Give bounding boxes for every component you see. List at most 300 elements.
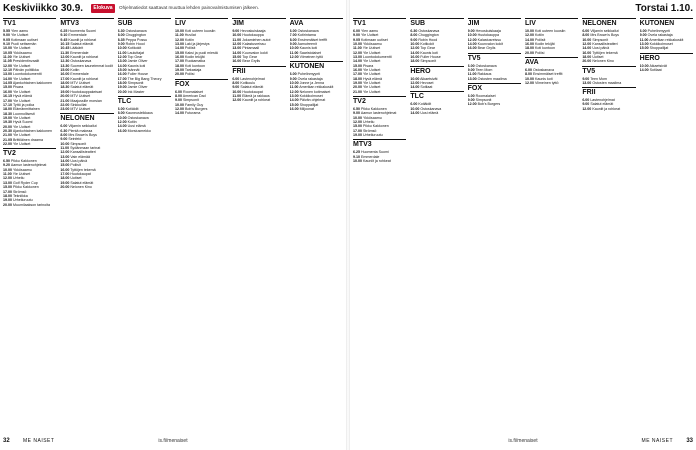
program-time: 14.00 [410, 111, 420, 116]
program-time: 6.00 [467, 93, 475, 98]
program-title: Teen Mom [475, 67, 493, 72]
program-time: 15.00 [3, 185, 12, 190]
program-title: Bob's Burgers [477, 102, 501, 107]
program-time: 17.00 [60, 172, 70, 177]
channel-name: SUB [118, 18, 171, 28]
program-time: 13.00 [232, 46, 242, 51]
program-title: Hevoskuiskaaja [240, 29, 266, 33]
channel-name: HERO [640, 53, 693, 63]
program-listing [232, 59, 285, 63]
program-title: Yle Uutiset [12, 76, 31, 81]
program-time: 17.00 [60, 76, 70, 81]
listing-column [60, 18, 113, 436]
program-title: Ajankohtainen kakkonen [12, 128, 52, 133]
program-title: Kauniit ja rohkeat [363, 158, 391, 163]
program-time: 6.30 [410, 29, 418, 33]
program-time: 22.00 [3, 141, 12, 146]
left-footer [3, 438, 343, 447]
channel-section [468, 83, 521, 107]
program-title: Ykkösaamu [12, 50, 32, 55]
program-time: 6.00 [467, 63, 475, 68]
listing-column [468, 18, 521, 436]
program-title: Fuller House [127, 72, 149, 77]
program-title: Pikku Kakkonen [11, 159, 37, 164]
program-time: 10.00 [60, 141, 70, 146]
program-title: Roomalaiset [182, 89, 203, 94]
program-time: 10.00 [289, 46, 299, 51]
right-footer [353, 438, 693, 447]
program-title: Kotiäidit [125, 106, 139, 111]
program-time: 16.00 [467, 46, 477, 51]
program-time: 8.00 [524, 72, 532, 77]
program-time: 19.00 [3, 115, 12, 120]
program-title: Ovela rakastaja [647, 33, 673, 38]
program-time: 9.00 [467, 29, 475, 33]
program-time: 6.00 [60, 124, 68, 129]
program-title: Maajussille morsian [70, 98, 102, 103]
program-title: Yle Uutiset [12, 124, 31, 129]
program-time: 17.00 [353, 72, 362, 77]
program-title: Saaristolaiset [299, 50, 322, 55]
channel-name: LIV [175, 18, 228, 28]
program-title: Ostoskanava [297, 29, 319, 33]
program-title: Kalastusreissu [477, 37, 502, 42]
program-title: Top Gear [420, 46, 436, 51]
program-title: Presidentinvaalit [12, 59, 40, 64]
program-time: 15.00 [60, 68, 70, 73]
program-time: 6.00 [174, 89, 182, 94]
program-title: Emmerdale [68, 33, 87, 38]
program-title: Kotirintama [297, 33, 316, 38]
channel-name: TV5 [582, 66, 635, 76]
channel-name: FRII [582, 87, 635, 97]
program-listing [410, 111, 463, 115]
program-title: Urheilu [13, 176, 25, 181]
channel-name: FOX [468, 83, 521, 93]
channel-section [525, 57, 578, 85]
listing-column [582, 18, 635, 436]
program-title: Kalastusreissu [242, 42, 266, 47]
program-time: 9.45 [60, 37, 68, 42]
program-title: Kotikokit [420, 42, 434, 47]
program-title: Ruokamatka [184, 59, 206, 64]
program-time: 9.10 [353, 154, 360, 159]
program-title: Kotiin [70, 68, 80, 73]
channel-name: TLC [118, 96, 171, 106]
program-time: 15.00 [639, 46, 649, 51]
channel-name: MTV3 [353, 139, 406, 149]
program-title: Hyvä elämä [13, 94, 32, 99]
program-title: Jamie Oliver [127, 59, 148, 64]
program-time: 10.00 [353, 115, 362, 120]
program-title: Golf Ryder Cup [13, 180, 38, 185]
program-title: Huutokauppakeisari [70, 89, 103, 94]
program-time: 12.00 [289, 55, 299, 60]
program-title: Ostoskanava [418, 29, 440, 33]
program-title: Nelonen kotimaiset [299, 89, 331, 94]
channel-name: FRII [232, 66, 285, 76]
program-title: Bear Grylls [477, 46, 496, 51]
program-title: Luontodokumentti [363, 55, 392, 60]
program-title: Kotikoulu [240, 80, 256, 85]
channel-section [232, 18, 285, 64]
program-listing [468, 77, 521, 81]
program-title: Urheilu [363, 120, 375, 124]
program-title: Koti kuntoon [534, 46, 555, 51]
program-time: 12.00 [60, 55, 70, 60]
program-title: Kotiin [127, 120, 137, 124]
program-time: 11.00 [289, 85, 299, 90]
program-title: Salatut elämät [70, 42, 94, 47]
program-listing [640, 68, 693, 72]
program-title: Kuunvalon kokit [477, 42, 504, 47]
channel-name: HERO [410, 66, 463, 76]
program-title: Pientä makeaa [68, 128, 93, 133]
program-time: 20.00 [3, 202, 12, 207]
program-time: 9.00 [3, 33, 10, 38]
program-listing [60, 107, 113, 111]
channel-section [290, 61, 343, 111]
program-title: Huomenta Suomi [68, 29, 97, 33]
program-listing [118, 129, 171, 133]
program-time: 17.00 [117, 76, 127, 81]
program-title: Simpsonit [182, 98, 199, 103]
program-time: 13.00 [639, 42, 649, 47]
program-time: 11.00 [467, 72, 477, 77]
program-title: Huutokaupat [70, 172, 91, 177]
program-title: Ostosten maailma [592, 80, 622, 85]
program-time: 8.00 [410, 33, 418, 38]
program-time: 10.00 [524, 29, 534, 33]
program-title: Kokkikolmoset [299, 93, 323, 98]
program-time: 10.00 [117, 46, 127, 51]
program-listing [410, 59, 463, 63]
program-time: 14.00 [353, 59, 362, 64]
program-title: Uusi elämä [420, 111, 439, 116]
left-url[interactable]: is.fi/menaiset [158, 438, 188, 444]
listing-column [3, 18, 56, 436]
program-title: Päivän politiikka [13, 68, 39, 73]
program-time: 11.00 [3, 172, 12, 177]
program-title: Emmerdale [70, 50, 89, 55]
program-time: 13.00 [582, 80, 592, 85]
program-time: 9.00 [232, 29, 240, 33]
program-time: 11.00 [60, 146, 70, 151]
program-title: Salatut elämät [240, 85, 264, 90]
program-time: 10.45 [60, 46, 70, 51]
program-time: 12.00 [524, 33, 534, 38]
program-listing [3, 203, 56, 207]
program-time: 16.00 [174, 55, 184, 60]
program-listing [232, 98, 285, 102]
program-title: Ostoskanava [127, 115, 149, 120]
program-title: Lastenohjelmat [240, 76, 265, 81]
program-title: Yle Uutiset [12, 63, 31, 68]
program-time: 10.00 [117, 115, 127, 120]
program-time: 8.00 [174, 93, 182, 98]
program-title: Fuller House [420, 55, 441, 60]
program-listing [582, 81, 635, 85]
program-time: 6.25 [353, 150, 360, 155]
program-time: 12.00 [410, 80, 420, 85]
program-title: Brittiläinen draama [13, 137, 43, 142]
program-title: Kotiin [184, 37, 194, 42]
program-title: Simpsonit [127, 81, 144, 86]
program-time: 10.00 [289, 80, 299, 85]
program-time: 12.00 [289, 89, 299, 94]
program-title: Pikku Kakkonen [13, 185, 39, 190]
program-title: Huomenta Suomi [361, 150, 389, 155]
program-time: 9.00 [117, 42, 125, 47]
channel-name: AVA [525, 57, 578, 67]
program-title: Ostosten maailma [477, 76, 507, 81]
program-time: 12.30 [60, 59, 70, 64]
program-title: Luontodokumentti [13, 72, 42, 77]
program-title: Hyvä elämä [363, 76, 382, 81]
program-title: Yle Uutiset [362, 46, 381, 51]
program-time: 13.00 [117, 59, 127, 64]
program-time: 20.00 [582, 59, 592, 64]
channel-section [353, 139, 406, 163]
channel-name: TV2 [353, 96, 406, 106]
program-title: Lauluttajat [127, 50, 145, 55]
channel-section [468, 53, 521, 81]
program-title: Sinkkuillat [70, 102, 87, 107]
right-page [350, 0, 696, 450]
program-time: 12.00 [232, 42, 242, 47]
program-title: Family Guy [184, 102, 204, 107]
program-title: Simpsonit [70, 141, 87, 146]
program-listing [290, 107, 343, 111]
program-listing [353, 90, 406, 94]
program-title: Yle Uutiset [12, 98, 31, 103]
program-time: 16.00 [410, 55, 420, 60]
program-title: Ovela rakastaja [297, 76, 323, 81]
program-title: Robin Hood [418, 37, 438, 42]
program-title: Koti kuntoon [184, 63, 205, 68]
program-time: 14.00 [174, 111, 184, 116]
program-time: 17.00 [3, 98, 12, 103]
program-time: 18.30 [60, 85, 70, 90]
program-title: Muumilaakson tarinoita [13, 202, 50, 207]
program-title: Kaunis koti [420, 50, 438, 55]
program-title: Pisara [13, 85, 24, 90]
program-title: Jamie Oliver [127, 85, 148, 90]
program-title: Hevoskuiskaaja [475, 29, 501, 33]
left-header [3, 3, 343, 16]
program-time: 20.00 [174, 72, 184, 77]
program-time: 6.30 [60, 128, 68, 133]
program-time: 16.00 [117, 72, 127, 77]
program-title: Kokkikolmoset [649, 42, 673, 47]
program-time: 16.00 [60, 72, 70, 77]
program-time: 16.00 [232, 59, 242, 64]
program-time: 12.00 [60, 150, 70, 155]
program-time: 19.00 [3, 198, 12, 203]
listing-column [525, 18, 578, 436]
program-title: Rakkaus [477, 72, 492, 77]
program-time: 11.00 [174, 33, 184, 38]
program-time: 14.00 [174, 46, 184, 51]
program-title: Kotimaan uutiset [361, 37, 388, 42]
program-title: Ykkösaamu [362, 115, 382, 120]
program-time: 11.30 [60, 50, 70, 55]
channel-name: NELONEN [60, 113, 113, 123]
program-title: Elämänmittainen [13, 107, 40, 112]
program-title: Shoppailijat [649, 46, 669, 51]
program-time: 10.00 [353, 42, 362, 47]
left-page [0, 0, 346, 450]
program-time: 10.00 [467, 33, 477, 38]
program-time: 20.00 [353, 85, 362, 90]
program-title: Yle Uutiset [12, 172, 31, 177]
program-title: Sydänmaan tarinat [70, 146, 101, 151]
program-listing [525, 51, 578, 55]
program-time: 7.00 [289, 33, 297, 38]
program-time: 6.25 [60, 29, 68, 33]
program-time: 6.00 [524, 67, 532, 72]
channel-name: KUTONEN [290, 61, 343, 71]
program-title: Viljamin seikkailut [590, 29, 619, 33]
program-title: Kuunvalon kokit [242, 50, 268, 55]
program-time: 18.00 [3, 193, 12, 198]
channel-section [410, 66, 463, 90]
program-time: 9.00 [289, 76, 297, 81]
program-time: 9.00 [467, 67, 475, 72]
program-time: 15.00 [289, 102, 299, 107]
program-time: 11.00 [289, 50, 299, 55]
program-time: 6.00 [639, 29, 647, 33]
program-time: 20.00 [60, 94, 70, 99]
listing-column [118, 18, 171, 436]
program-listing [118, 90, 171, 94]
program-title: MTV Uutiset [70, 94, 91, 99]
channel-name: TV1 [3, 18, 56, 28]
channel-name: KUTONEN [640, 18, 693, 28]
program-time: 17.10 [3, 102, 12, 107]
program-time: 19.00 [353, 133, 362, 138]
program-time: 8.35 [117, 37, 125, 42]
program-time: 14.00 [3, 76, 12, 81]
program-time: 18.00 [582, 55, 592, 60]
channel-section [290, 18, 343, 59]
program-title: Uusi päivä [592, 46, 610, 51]
channel-section [353, 96, 406, 137]
channel-section [232, 66, 285, 103]
program-time: 10.00 [524, 76, 534, 81]
program-title: Yle Uutiset [12, 141, 31, 146]
program-title: Salatut elämät [70, 180, 94, 185]
program-title: Chuggington [418, 33, 439, 38]
program-title: Viljamin seikkailut [68, 124, 97, 129]
program-time: 13.00 [289, 93, 299, 98]
program-time: 14.00 [232, 50, 242, 55]
listing-column [353, 18, 406, 436]
program-time: 9.00 [232, 85, 240, 90]
right-magazine-name: ME NAISET [641, 438, 673, 444]
program-title: Hyvä Suomi [13, 120, 33, 125]
program-time: 21.00 [3, 133, 12, 138]
program-title: Puhelinmyynti [297, 72, 321, 77]
program-title: Ink Master [127, 89, 145, 94]
program-title: Huutokauppa [242, 33, 264, 38]
program-title: Puoli seitsemän [11, 42, 37, 47]
program-title: Kauniit ja rohkeat [242, 98, 271, 103]
program-title: MTV Uutiset [70, 107, 91, 112]
program-time: 10.00 [232, 33, 242, 38]
program-time: 10.00 [582, 37, 592, 42]
program-time: 6.30 [117, 29, 125, 33]
program-title: Chuggington [125, 33, 147, 38]
program-title: Strömsö [363, 128, 377, 133]
program-time: 6.00 [582, 29, 590, 33]
program-time: 6.00 [117, 106, 125, 111]
program-title: Tekniikka [12, 193, 28, 198]
program-title: Robin Hood [125, 42, 145, 47]
program-title: Sotilaat [420, 85, 433, 90]
program-listing [582, 107, 635, 111]
channel-section [3, 18, 56, 146]
program-time: 12.10 [3, 68, 12, 73]
program-time: 10.00 [232, 89, 242, 94]
right-url[interactable]: is.fi/menaiset [508, 438, 538, 444]
program-time: 23.00 [60, 107, 70, 112]
program-title: Kaunis koti [127, 63, 146, 68]
program-title: Yle Uutiset [360, 33, 379, 38]
program-time: 14.00 [410, 85, 420, 90]
program-time: 21.00 [60, 98, 70, 103]
program-title: Aamutreenit [297, 42, 317, 47]
program-time: 16.00 [60, 167, 70, 172]
left-day-title: Keskiviikko 30.9. [3, 3, 84, 14]
program-time: 19.00 [117, 85, 127, 90]
program-listing [353, 159, 406, 163]
program-title: Shoppailijat [299, 102, 319, 107]
program-title: Ostoskanava [475, 63, 497, 68]
program-title: Yle Uutiset [12, 46, 31, 51]
program-title: Poliisit [184, 46, 196, 51]
program-time: 13.00 [353, 55, 362, 60]
program-title: Top Gear [242, 55, 258, 60]
program-time: 8.00 [582, 33, 590, 38]
program-time: 5.55 [3, 29, 10, 33]
program-time: 13.00 [3, 180, 12, 185]
program-time: 11.00 [639, 37, 649, 42]
program-listing [175, 72, 228, 76]
program-time: 16.00 [117, 128, 127, 133]
program-time: 12.00 [353, 120, 362, 124]
program-title: Mrs Brown's Boys [68, 133, 97, 138]
program-time: 15.00 [117, 68, 127, 73]
program-time: 10.00 [410, 76, 420, 81]
right-header [353, 3, 693, 16]
program-title: Aamun lastenohjelmat [360, 111, 397, 116]
program-time: 8.00 [232, 80, 240, 85]
channel-section [468, 18, 521, 51]
channel-name: TV2 [3, 148, 56, 158]
program-title: Miljoonat [299, 106, 315, 111]
program-time: 18.00 [410, 59, 420, 64]
program-time: 12.00 [582, 42, 592, 47]
program-title: Strömsö [13, 189, 27, 194]
program-time: 12.00 [353, 50, 362, 55]
program-listing [3, 142, 56, 146]
program-time: 16.00 [3, 89, 12, 94]
right-columns [353, 18, 693, 436]
program-time: 18.00 [117, 81, 127, 86]
program-title: Bob's Burgers [184, 106, 208, 111]
program-title: Poliisi [534, 50, 545, 55]
